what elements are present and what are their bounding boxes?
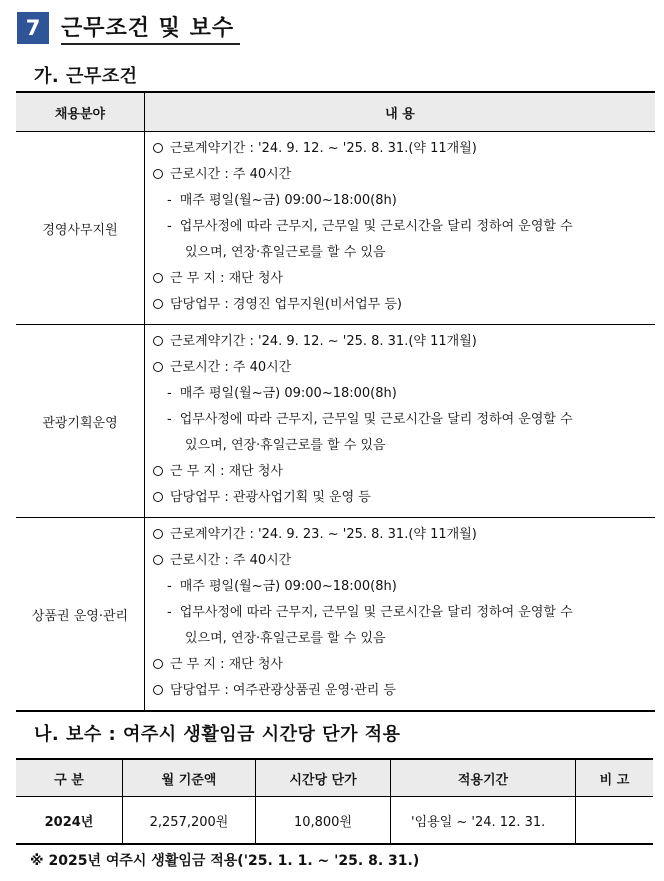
table-row: [16, 518, 655, 712]
circle-bullet-icon: [153, 169, 163, 179]
circle-bullet-icon: [153, 336, 163, 346]
circle-bullet-icon: [153, 273, 163, 283]
pay-note: [576, 797, 654, 845]
list-subitem: - 업무사정에 따라 근무지, 근무일 및 근로시간을 달리 정하여 운영할 수: [167, 605, 573, 620]
work-conditions-table: [16, 91, 655, 712]
list-subitem-continuation: 있으며, 연장·휴일근로를 할 수 있음: [185, 245, 386, 260]
list-item: 근로시간 : 주 40시간: [153, 355, 647, 381]
pay-table: [16, 758, 653, 845]
list-subitem: - 매주 평일(월~금) 09:00~18:00(8h): [167, 579, 397, 594]
list-item: 근로계약기간 : '24. 9. 23. ~ '25. 8. 31.(약 11개월): [153, 522, 647, 548]
list-subitem: - 매주 평일(월~금) 09:00~18:00(8h): [167, 193, 397, 208]
circle-bullet-icon: [153, 299, 163, 309]
row-category: 관광기획운영: [16, 325, 145, 518]
row-content: [145, 132, 656, 325]
section-title: 근무조건 및 보수: [61, 11, 240, 45]
list-subitem-continuation: 있으며, 연장·휴일근로를 할 수 있음: [185, 438, 386, 453]
pay-year: 2024년: [16, 797, 123, 845]
row-content: [145, 518, 656, 712]
list-item: 근 무 지 : 재단 청사: [153, 459, 647, 485]
column-header-category: 구 분: [16, 759, 123, 797]
list-item: 근로시간 : 주 40시간: [153, 162, 647, 188]
row-content: [145, 325, 656, 518]
circle-bullet-icon: [153, 492, 163, 502]
circle-bullet-icon: [153, 362, 163, 372]
table-row: [16, 797, 653, 845]
list-item: 담당업무 : 여주관광상품권 운영·관리 등: [153, 678, 647, 704]
list-item: 근 무 지 : 재단 청사: [153, 652, 647, 678]
list-subitem: - 업무사정에 따라 근무지, 근무일 및 근로시간을 달리 정하여 운영할 수: [167, 412, 573, 427]
footnote: ※ 2025년 여주시 생활임금 적용('25. 1. 1. ~ '25. 8. 31.): [30, 853, 420, 869]
circle-bullet-icon: [153, 685, 163, 695]
list-item: 근로계약기간 : '24. 9. 12. ~ '25. 8. 31.(약 11개월): [153, 329, 647, 355]
column-header-content: 내 용: [145, 92, 656, 132]
circle-bullet-icon: [153, 529, 163, 539]
row-category: 경영사무지원: [16, 132, 145, 325]
circle-bullet-icon: [153, 466, 163, 476]
column-header-period: 적용기간: [391, 759, 576, 797]
row-category: 상품권 운영·관리: [16, 518, 145, 712]
list-subitem: - 매주 평일(월~금) 09:00~18:00(8h): [167, 386, 397, 401]
circle-bullet-icon: [153, 143, 163, 153]
list-item: 근 무 지 : 재단 청사: [153, 266, 647, 292]
list-item: 근로시간 : 주 40시간: [153, 548, 647, 574]
list-item: 담당업무 : 경영진 업무지원(비서업무 등): [153, 292, 647, 318]
circle-bullet-icon: [153, 659, 163, 669]
list-item: 담당업무 : 관광사업기획 및 운영 등: [153, 485, 647, 511]
section-header: [17, 10, 240, 46]
column-header-note: 비 고: [576, 759, 654, 797]
list-subitem: - 업무사정에 따라 근무지, 근무일 및 근로시간을 달리 정하여 운영할 수: [167, 219, 573, 234]
table-header-row: [16, 759, 653, 797]
subsection-pay-title: 나. 보수 : 여주시 생활임금 시간당 단가 적용: [34, 724, 401, 745]
subsection-work-conditions-title: 가. 근무조건: [34, 66, 138, 87]
table-header-row: [16, 92, 655, 132]
column-header-field: 채용분야: [16, 92, 145, 132]
circle-bullet-icon: [153, 555, 163, 565]
pay-hourly: 10,800원: [256, 797, 391, 845]
pay-period: '임용일 ~ '24. 12. 31.: [391, 797, 576, 845]
list-subitem-continuation: 있으며, 연장·휴일근로를 할 수 있음: [185, 631, 386, 646]
list-item: 근로계약기간 : '24. 9. 12. ~ '25. 8. 31.(약 11개월): [153, 136, 647, 162]
table-row: [16, 325, 655, 518]
section-number-badge: 7: [17, 12, 49, 44]
table-row: [16, 132, 655, 325]
column-header-monthly: 월 기준액: [123, 759, 256, 797]
pay-monthly: 2,257,200원: [123, 797, 256, 845]
column-header-hourly: 시간당 단가: [256, 759, 391, 797]
